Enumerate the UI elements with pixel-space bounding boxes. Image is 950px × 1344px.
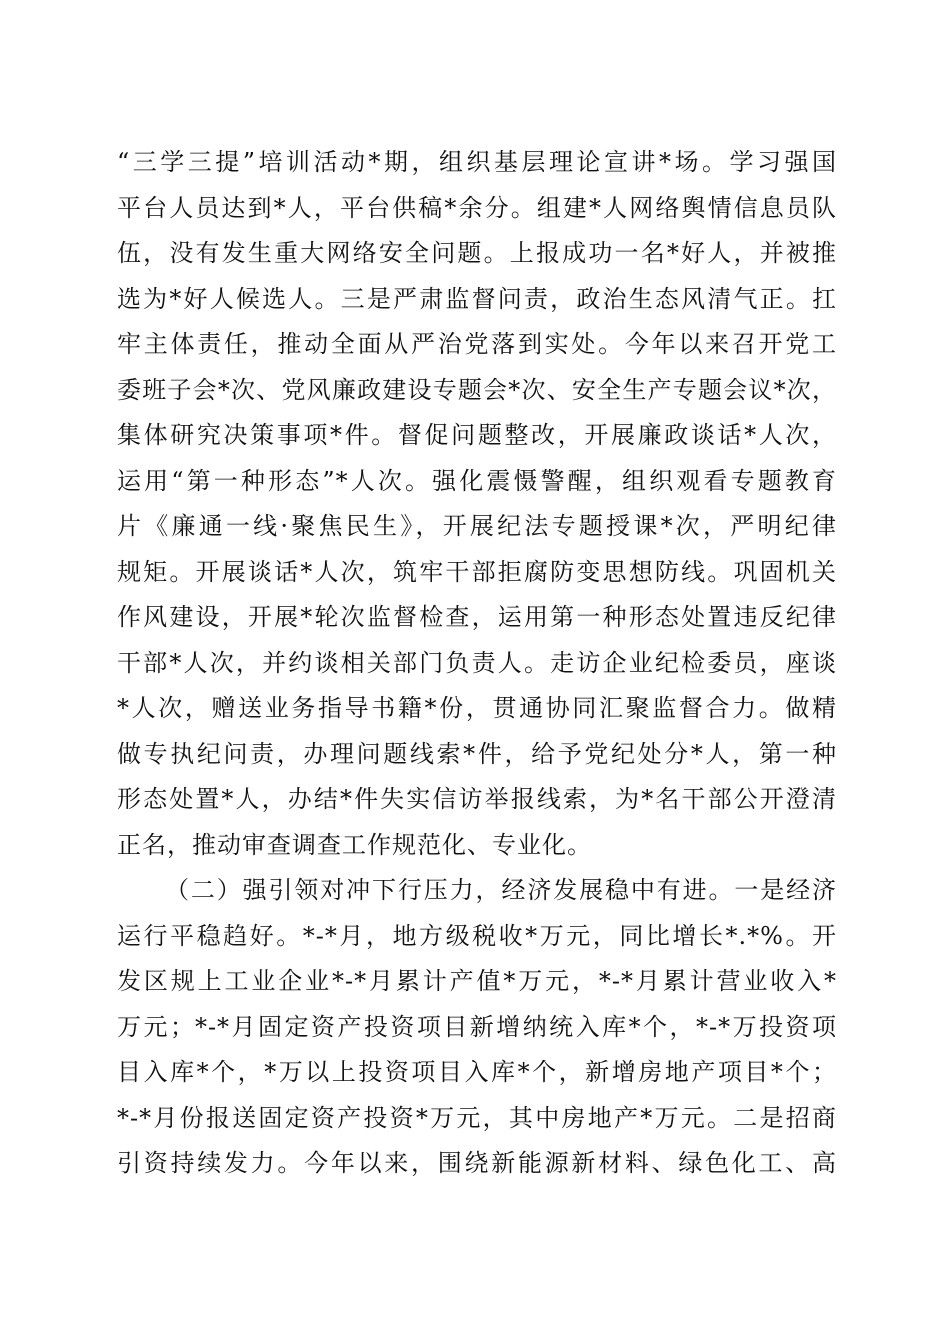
text-line: 运用“第一种形态”*人次。强化震慑警醒，组织观看专题教育 xyxy=(117,466,837,495)
text-line: 万元；*-*月固定资产投资项目新增纳统入库*个，*-*万投资项 xyxy=(117,1012,837,1041)
text-line: 选为*好人候选人。三是严肃监督问责，政治生态风清气正。扛 xyxy=(117,284,837,313)
body-text xyxy=(117,140,837,1187)
text-line: 平台人员达到*人，平台供稿*余分。组建*人网络舆情信息员队 xyxy=(117,193,837,222)
text-line: 正名，推动审查调查工作规范化、专业化。 xyxy=(117,830,592,859)
text-line: 引资持续发力。今年以来，围绕新能源新材料、绿色化工、高 xyxy=(117,1149,837,1177)
text-line: 委班子会*次、党风廉政建设专题会*次、安全生产专题会议*次， xyxy=(117,375,837,404)
text-line: 集体研究决策事项*件。督促问题整改，开展廉政谈话*人次， xyxy=(117,421,837,449)
text-line: 作风建设，开展*轮次监督检查，运用第一种形态处置违反纪律 xyxy=(117,603,837,631)
text-line: 做专执纪问责，办理问题线索*件，给予党纪处分*人，第一种 xyxy=(117,739,837,768)
text-line: *人次，赠送业务指导书籍*份，贯通协同汇聚监督合力。做精 xyxy=(117,694,837,722)
section-heading-line: （二）强引领对冲下行压力，经济发展稳中有进。一是经济 xyxy=(165,876,837,904)
text-line: 干部*人次，并约谈相关部门负责人。走访企业纪检委员，座谈 xyxy=(117,648,837,677)
text-line: 形态处置*人，办结*件失实信访举报线索，为*名干部公开澄清 xyxy=(117,785,837,813)
text-line: 规矩。开展谈话*人次，筑牢干部拒腐防变思想防线。巩固机关 xyxy=(117,557,837,586)
text-line: 牢主体责任，推动全面从严治党落到实处。今年以来召开党工 xyxy=(117,330,837,358)
text-line: 运行平稳趋好。*-*月，地方级税收*万元，同比增长*.*%。开 xyxy=(117,921,837,950)
text-line: *-*月份报送固定资产投资*万元，其中房地产*万元。二是招商 xyxy=(117,1103,837,1132)
text-line: 伍，没有发生重大网络安全问题。上报成功一名*好人，并被推 xyxy=(117,239,837,267)
text-line: “三学三提”培训活动*期，组织基层理论宣讲*场。学习强国 xyxy=(117,148,837,176)
text-line: 目入库*个，*万以上投资项目入库*个，新增房地产项目*个； xyxy=(117,1058,837,1086)
text-line: 发区规上工业企业*-*月累计产值*万元，*-*月累计营业收入* xyxy=(117,967,837,995)
text-line: 片《廉通一线·聚焦民生》，开展纪法专题授课*次，严明纪律 xyxy=(117,512,837,540)
